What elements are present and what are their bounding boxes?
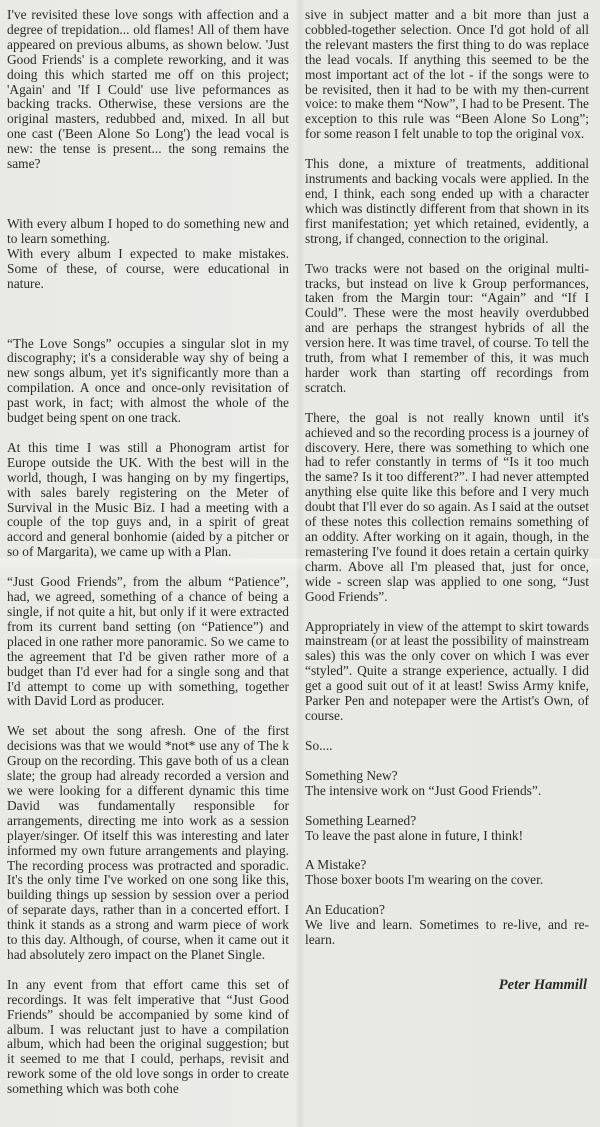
question: An Education?: [305, 902, 385, 918]
paragraph-intro: I've revisited these love songs with affection and a degree of trepidation... old flames! All of them have appeared on previous albums, as shown below. 'Just Good Friends' is a complete reworking, and it was doing this which started me off on this project; 'Again' and 'If I Could' use live peformances as backing tracks. Otherwise, these versions are the original masters, redubbed and, mixed. In all but one cast ('Been Alone So Long') the lead vocal is new: the tense is present... the song remains the same?: [7, 7, 289, 172]
paragraph-styled: Appropriately in view of the attempt to skirt towards mainstream (or at least the possibility of mainstream sales) this was the only cover on which I was ever “styled”. Quite a strange experience, actually. I did get a good suit out of it at least! Swiss Army knife, Parker Pen and notepaper were the Artist's Own, of course.: [305, 618, 589, 723]
paragraph-singular-slot: “The Love Songs” occupies a singular slot in my discography; it's a considerable way shy of being a new songs album, yet it's significantly more than a compilation. A once and once-only revisitation of past work, in fact; with almost the whole of the budget being spent on one track.: [7, 335, 289, 426]
qa-something-learned: [305, 814, 589, 844]
answer: We live and learn. Sometimes to re-live, and re-learn.: [305, 917, 589, 948]
author-signature: Peter Hammill: [498, 976, 587, 993]
paragraph-discovery: There, the goal is not really known until it's achieved and so the recording process is a journey of discovery. Here, there was something to which one had to refer constantly in terms of “Is it too much the same? Is it too different?”. I had never attempted anything else quite like this before and I very much doubt that I'll ever do so again. As I said at the outset of these notes this collection remains something of an oddity. After working on it again, though, in the remastering I've found it does retain a certain quirky charm. Above all I'm pleased that, just for once, wide - screen slap was applied to one song, “Just Good Friends”.: [305, 409, 589, 604]
paragraph-phonogram: At this time I was still a Phonogram artist for Europe outside the UK. With the best will in the world, though, I was hanging on by my fingertips, with sales barely registering on the Meter of Survival in the Music Biz. I had a meeting with a couple of the top guys and, in a spirit of great accord and general bonhomie (aided by a pitcher or so of Margarita), we came up with a Plan.: [7, 439, 289, 560]
paragraph-any-event: In any event from that effort came this set of recordings. It was felt imperative that “Just Good Friends” should be accompanied by some kind of album. I was reluctant just to have a compilation album, which had been the original suggestion; but it seemed to me that I could, perhaps, revisit and rework some of the old love songs in order to create something which was both cohe: [7, 976, 289, 1097]
answer: The intensive work on “Just Good Friends”.: [305, 782, 542, 798]
paragraph-afresh: We set about the song afresh. One of the first decisions was that we would *not* use any of The k Group on the recording. This gave both of us a clean slate; the group had already recorded a version and we were looking for a different dynamic this time David was fundamentally responsible for arrangements, directing me into work as a session player/singer. Of itself this was interesting and later informed my own future arrangements and playing. The recording process was protracted and sporadic. It's the only time I've worked on one song like this, building things up session by session over a period of separate days, rather than in a concerted effort. I think it stands as a strong and warm piece of work to this day. Although, of course, when it came out it had absolutely zero impact on the Planet Single.: [7, 723, 289, 962]
answer: To leave the past alone in future, I think!: [305, 827, 524, 843]
left-column: [7, 8, 289, 1112]
question: Something Learned?: [305, 812, 417, 828]
answer: Those boxer boots I'm wearing on the cover.: [305, 872, 544, 888]
paragraph-hoped: With every album I hoped to do something new and to learn something.: [7, 215, 289, 246]
right-column: [305, 8, 589, 993]
paragraph-so: So....: [305, 737, 333, 753]
paragraph-just-good-friends: “Just Good Friends”, from the album “Patience”, had, we agreed, something of a chance of being a single, if not quite a hit, but only if it were extracted from its current band setting (on “Patience”) and placed in one rather more panoramic. So we came to the agreement that I'd be given rather more of a budget than I'd ever had for a single song and that I'd attempt to come up with something, together with David Lord as producer.: [7, 574, 289, 709]
question: Something New?: [305, 767, 398, 783]
qa-something-new: [305, 769, 589, 799]
qa-an-education: [305, 903, 589, 948]
paragraph-cohesive: sive in subject matter and a bit more than just a cobbled-together selection. Once I'd got hold of all the relevant masters the first thing to do was replace the lead vocals. If anything this seemed to be the most important act of the lot - if the songs were to be revisited, then it had to be with my then-current voice: to make them “Now”, I had to be Present. The exception to this rule was “Been Alone So Long”; for some reason I felt unable to top the original vox.: [305, 7, 589, 142]
question: A Mistake?: [305, 857, 367, 873]
paragraph-mistakes: With every album I expected to make mistakes. Some of these, of course, were educational in nature.: [7, 245, 289, 291]
qa-a-mistake: [305, 858, 589, 888]
paragraph-two-tracks: Two tracks were not based on the original multitracks, but instead on live k Group performances, taken from the Margin tour: “Again” and “If I Could”. These were the most heavily overdubbed and are perhaps the strangest hybrids of all the version here. It was time travel, of course. To tell the truth, from what I remember of this, it was much harder work than starting off recordings from scratch.: [305, 260, 589, 395]
paragraph-treatments: This done, a mixture of treatments, additional instruments and backing vocals were applied. In the end, I think, each song ended up with a character which was distinctly different from that shown in its first manifestation; yet which retained, evidently, a strong, if changed, connection to the original.: [305, 156, 589, 246]
